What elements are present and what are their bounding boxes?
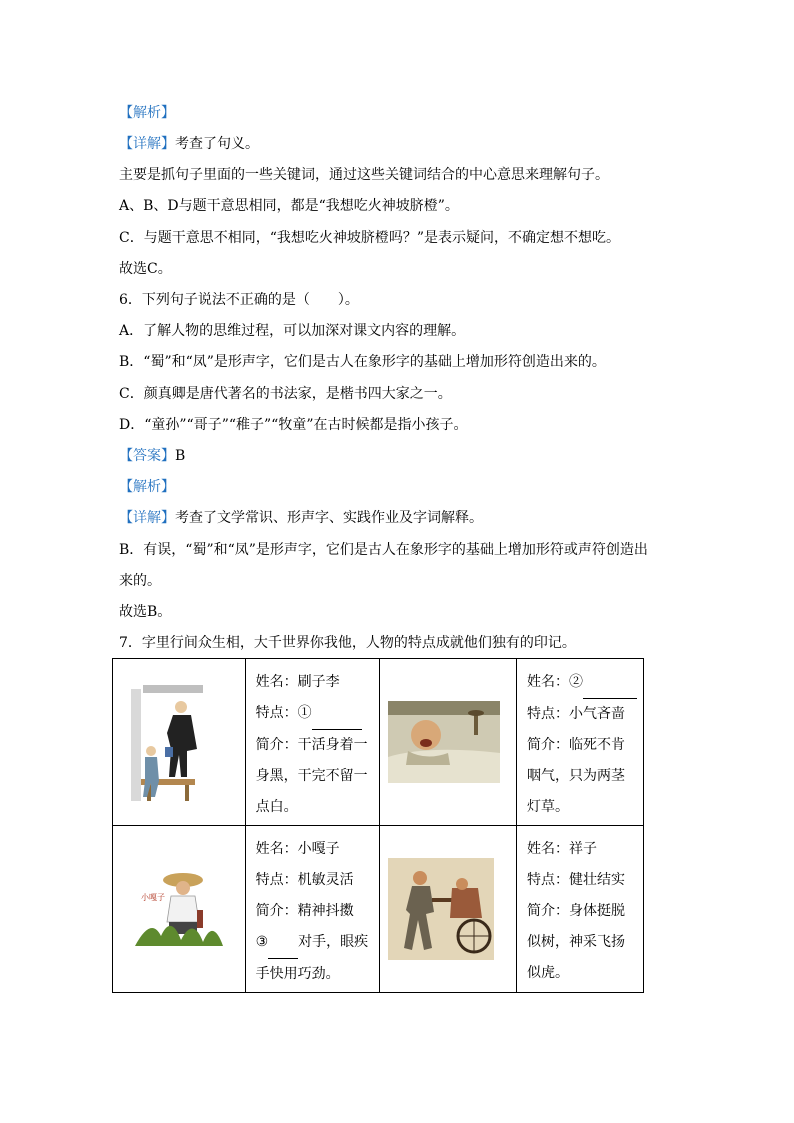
text-line: C．与题干意思不相同，“我想吃火神坡脐橙吗？”是表示疑问，不确定想不想吃。 — [119, 230, 621, 246]
option-a: A．了解人物的思维过程，可以加深对课文内容的理解。 — [119, 323, 466, 339]
yanjiansheng-illustration — [388, 701, 500, 783]
xiangzi-illustration — [388, 858, 494, 960]
xiaogazi-caption: 小嘎子 — [141, 893, 165, 902]
intro-text: 身黑，干完不留一 — [255, 768, 368, 784]
blank-2[interactable] — [583, 667, 637, 699]
blank-3[interactable] — [268, 927, 298, 959]
text-line: 故选C。 — [119, 261, 172, 277]
text-line: A、B、D与题干意思相同，都是“我想吃火神坡脐橙”。 — [119, 198, 459, 214]
xiaogazi-illustration — [131, 866, 227, 950]
intro-text: ③ 对手，眼疾 — [256, 927, 374, 959]
yanjiansheng-image-cell — [380, 659, 517, 826]
question-6: 6．下列句子说法不正确的是（ ）。 — [119, 292, 359, 308]
trait-text: 特点：机敏灵活 — [255, 872, 354, 888]
intro-text: 点白。 — [255, 799, 298, 815]
xiangzi-image-cell — [380, 826, 517, 993]
analysis-heading-2: 【解析】 — [119, 479, 175, 495]
yanjiansheng-info-cell — [516, 659, 643, 826]
intro-text: 似虎。 — [526, 965, 569, 981]
intro-text: 简介：临死不肯 — [526, 737, 625, 753]
name-text: 姓名：小嘎子 — [255, 841, 340, 857]
trait-text: 特点：小气吝啬 — [526, 706, 625, 722]
name-text: 姓名：祥子 — [526, 841, 597, 857]
xiaogazi-image-cell — [113, 826, 246, 993]
trait-text: 特点：① — [256, 698, 374, 730]
shuazili-info-cell — [245, 659, 380, 826]
xiangzi-info-cell — [516, 826, 643, 993]
intro-text: 似树，神采飞扬 — [526, 934, 625, 950]
intro-text: 咽气，只为两茎 — [526, 768, 625, 784]
option-b: B．“蜀”和“凤”是形声字，它们是古人在象形字的基础上增加形符创造出来的。 — [119, 354, 606, 370]
text-line: 主要是抓句子里面的一些关键词，通过这些关键词结合的中心意思来理解句子。 — [119, 167, 609, 183]
shuazili-image-cell — [113, 659, 246, 826]
option-c: C．颜真卿是唐代著名的书法家，是楷书四大家之一。 — [119, 386, 452, 402]
shuazili-illustration — [121, 685, 207, 803]
option-d: D．“童孙”“哥子”“稚子”“牧童”在古时候都是指小孩子。 — [119, 417, 468, 433]
answer-line: 【答案】B — [119, 448, 186, 464]
detail-line-1: 【详解】考查了句义。 — [119, 136, 259, 152]
blank-1[interactable] — [312, 698, 362, 730]
analysis-heading-1: 【解析】 — [119, 105, 175, 121]
text-line: 故选B。 — [119, 604, 172, 620]
detail-line-2: 【详解】考查了文学常识、形声字、实践作业及字词解释。 — [119, 510, 483, 526]
intro-text: 简介：干活身着一 — [255, 737, 368, 753]
trait-text: 特点：健壮结实 — [526, 872, 625, 888]
intro-text: 手快用巧劲。 — [255, 966, 340, 982]
xiaogazi-info-cell — [245, 826, 380, 993]
question-7: 7．字里行间众生相，大千世界你我他，人物的特点成就他们独有的印记。 — [119, 635, 576, 651]
intro-text: 简介：精神抖擞 — [255, 903, 354, 919]
name-text: 姓名：刷子李 — [255, 674, 340, 690]
intro-text: 简介：身体挺脱 — [526, 903, 625, 919]
character-table — [112, 658, 644, 993]
text-line: B．有误，“蜀”和“凤”是形声字，它们是古人在象形字的基础上增加形符或声符创造出 — [119, 542, 648, 558]
name-text: 姓名：② — [527, 667, 637, 699]
intro-text: 灯草。 — [526, 799, 569, 815]
text-line: 来的。 — [119, 573, 161, 589]
